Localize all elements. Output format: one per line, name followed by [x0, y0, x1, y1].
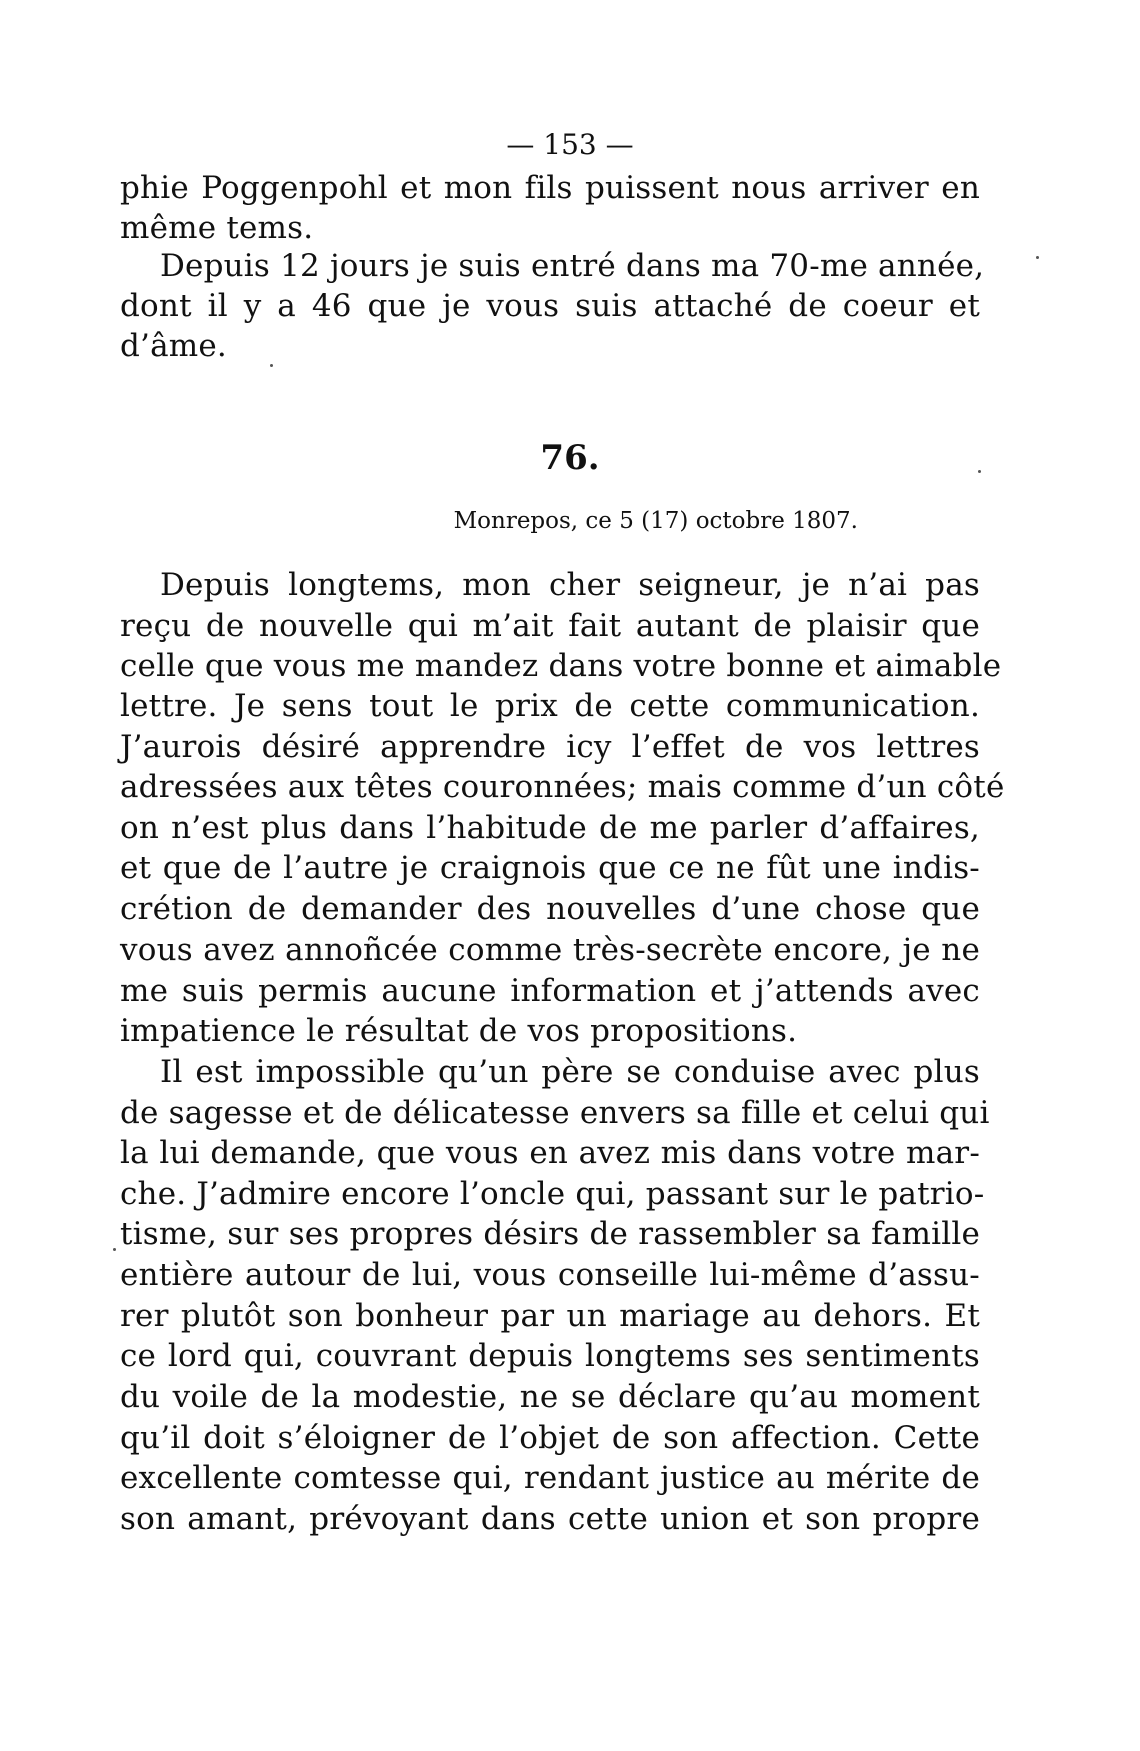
scan-speck: [1036, 256, 1039, 259]
page-number: — 153 —: [506, 128, 634, 161]
text-line: impatience le résultat de vos propositions.: [120, 1013, 798, 1049]
text-line: excellente comtesse qui, rendant justice au mérite de: [120, 1460, 980, 1496]
text-line: qu’il doit s’éloigner de l’objet de son affection. Cette: [120, 1420, 980, 1456]
scan-speck: [978, 470, 981, 473]
text-line: J’aurois désiré apprendre icy l’effet de vos lettres: [120, 729, 980, 765]
text-line: crétion de demander des nouvelles d’une chose que: [120, 891, 980, 927]
text-line: on n’est plus dans l’habitude de me parler d’affaires,: [120, 810, 980, 846]
letter-dateline: Monrepos, ce 5 (17) octobre 1807.: [453, 508, 858, 534]
text-line: entière autour de lui, vous conseille lui-même d’assu-: [120, 1257, 980, 1293]
text-line: celle que vous me mandez dans votre bonne et aimable: [120, 648, 1002, 684]
scan-speck: [270, 364, 273, 367]
text-line: dont il y a 46 que je vous suis attaché de coeur et: [120, 288, 980, 324]
text-line: du voile de la modestie, ne se déclare qu’au moment: [120, 1379, 980, 1415]
scan-speck: [113, 1248, 116, 1251]
text-line: vous avez annoñcée comme très-secrète encore, je ne: [120, 932, 980, 968]
text-line: son amant, prévoyant dans cette union et son propre: [120, 1501, 980, 1537]
text-line: ce lord qui, couvrant depuis longtems ses sentiments: [120, 1338, 980, 1374]
text-line: de sagesse et de délicatesse envers sa fille et celui qui: [120, 1095, 990, 1131]
text-line: rer plutôt son bonheur par un mariage au dehors. Et: [120, 1298, 980, 1334]
text-line: la lui demande, que vous en avez mis dans votre mar-: [120, 1135, 980, 1171]
text-line: me suis permis aucune information et j’attends avec: [120, 973, 980, 1009]
letter-number: 76.: [540, 438, 600, 478]
text-line: même tems.: [120, 210, 314, 246]
text-line: phie Poggenpohl et mon fils puissent nous arriver en: [120, 170, 980, 206]
text-line: et que de l’autre je craignois que ce ne fût une indis-: [120, 850, 980, 886]
text-line: d’âme.: [120, 328, 227, 364]
text-line: Depuis longtems, mon cher seigneur, je n’ai pas: [160, 567, 980, 603]
text-line: tisme, sur ses propres désirs de rassembler sa famille: [120, 1216, 980, 1252]
text-line: adressées aux têtes couronnées; mais comme d’un côté: [120, 769, 1005, 805]
text-line: Depuis 12 jours je suis entré dans ma 70-me année,: [160, 248, 985, 284]
text-line: che. J’admire encore l’oncle qui, passant sur le patrio-: [120, 1176, 985, 1212]
text-line: reçu de nouvelle qui m’ait fait autant de plaisir que: [120, 608, 980, 644]
text-line: lettre. Je sens tout le prix de cette communication.: [120, 688, 980, 724]
text-line: Il est impossible qu’un père se conduise avec plus: [160, 1054, 980, 1090]
